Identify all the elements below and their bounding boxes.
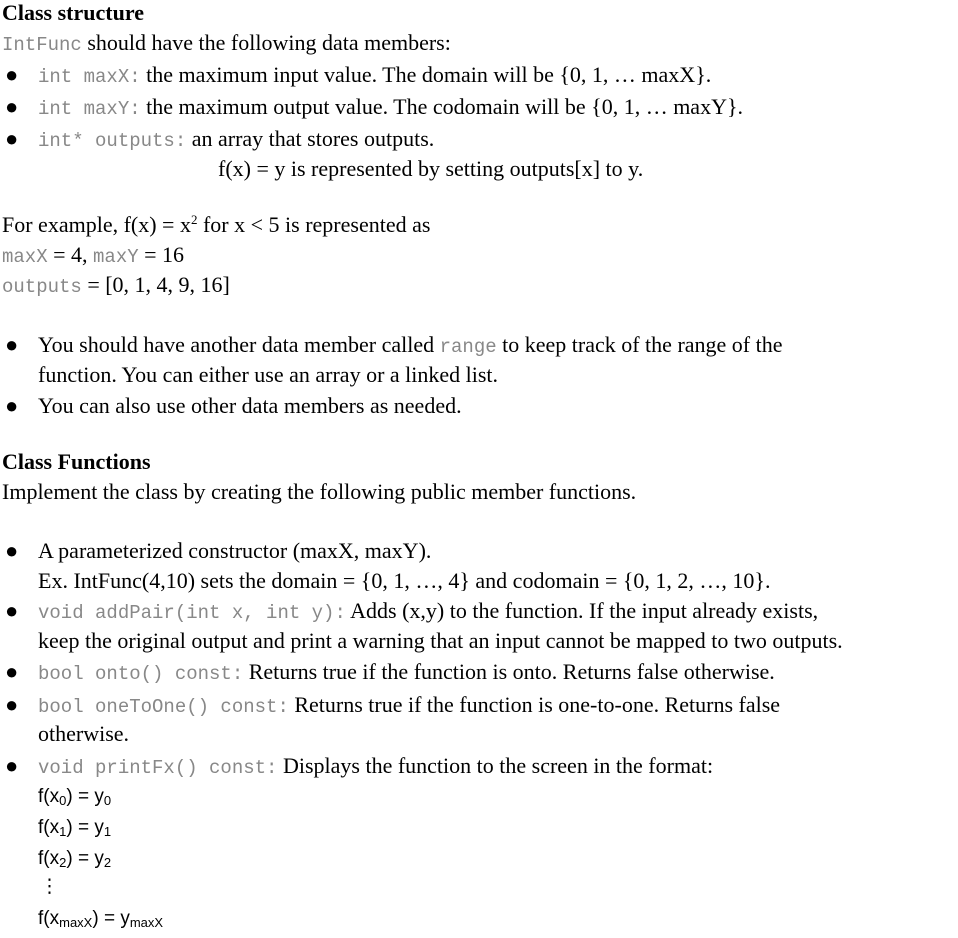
format-line-2 xyxy=(38,844,111,874)
bullet-icon: ● xyxy=(5,659,19,684)
format-sub: 2 xyxy=(103,855,112,870)
format-sub: maxX xyxy=(129,915,164,930)
onetoone-text: Returns true if the function is one-to-one. Returns false xyxy=(288,692,781,717)
outputs-note: f(x) = y is represented by setting outputs[x] to y. xyxy=(218,156,644,181)
format-sub: 0 xyxy=(59,793,67,808)
member-code: int maxY: xyxy=(38,98,141,120)
bullet-icon: ● xyxy=(5,538,19,563)
format-line-max xyxy=(38,904,163,934)
range-note-1-line2: function. You can either use an array or a linked list. xyxy=(38,362,499,387)
format-sub: 0 xyxy=(103,793,112,808)
format-line-0 xyxy=(38,782,111,812)
bullet-icon: ● xyxy=(5,393,19,418)
bullet-icon: ● xyxy=(5,753,19,778)
bullet-icon: ● xyxy=(5,692,19,717)
example-intro-a: For example, f(x) = x xyxy=(2,212,191,237)
format-dots: ⋮ xyxy=(40,876,59,897)
member-text: the maximum output value. The codomain will be {0, 1, … maxY}. xyxy=(140,94,744,119)
structure-intro xyxy=(2,28,451,60)
addpair-text: Adds (x,y) to the function. If the input already exists, xyxy=(345,598,819,623)
format-text: ) = y xyxy=(66,786,104,807)
onetoone-code: bool oneToOne() const: xyxy=(38,696,289,718)
format-text: f(x xyxy=(38,786,60,807)
onetoone-line2: otherwise. xyxy=(38,721,130,746)
member-maxx xyxy=(38,60,711,92)
addpair-code: void addPair(int x, int y): xyxy=(38,602,346,624)
bullet-icon: ● xyxy=(5,126,19,151)
addpair-line2: keep the original output and print a warning that an input cannot be mapped to two outputs. xyxy=(38,628,843,653)
maxx-text: = 4, xyxy=(47,242,94,267)
member-code: int maxX: xyxy=(38,66,141,88)
bullet-icon: ● xyxy=(5,598,19,623)
onto-text: Returns true if the function is onto. Returns false otherwise. xyxy=(243,659,775,684)
maxy-text: = 16 xyxy=(138,242,185,267)
printfx-code: void printFx() const: xyxy=(38,757,278,779)
outputs-code: outputs xyxy=(2,276,82,298)
example-max-values xyxy=(2,240,184,272)
member-text: the maximum input value. The domain will be {0, 1, … maxX}. xyxy=(140,62,712,87)
bullet-icon: ● xyxy=(5,332,19,357)
format-text: ) = y xyxy=(66,848,104,869)
ctor-line1: A parameterized constructor (maxX, maxY). xyxy=(38,538,432,563)
format-sub: 2 xyxy=(59,855,67,870)
functions-heading: Class Functions xyxy=(2,449,151,474)
member-maxy xyxy=(38,92,743,124)
structure-intro-text: should have the following data members: xyxy=(81,30,451,55)
member-text: an array that stores outputs. xyxy=(186,126,435,151)
format-sub: 1 xyxy=(59,824,67,839)
onto-code: bool onto() const: xyxy=(38,663,244,685)
maxy-code: maxY xyxy=(93,246,139,268)
example-intro-b: for x < 5 is represented as xyxy=(197,212,431,237)
outputs-text: = [0, 1, 4, 9, 16] xyxy=(81,272,230,297)
ctor-line2: Ex. IntFunc(4,10) sets the domain = {0, 1, …, 4} and codomain = {0, 1, 2, …, 10}. xyxy=(38,568,771,593)
range-note-2: You can also use other data members as needed. xyxy=(38,393,462,418)
onetoone-line1 xyxy=(38,690,780,722)
example-outputs xyxy=(2,270,230,302)
printfx-text: Displays the function to the screen in the format: xyxy=(277,753,714,778)
member-code: int* outputs: xyxy=(38,130,187,152)
onto-line xyxy=(38,657,775,689)
format-text: f(x xyxy=(38,848,60,869)
format-text: ) = y xyxy=(66,817,104,838)
example-intro-sup: 2 xyxy=(190,212,198,227)
printfx-line xyxy=(38,751,713,783)
format-text: ) = y xyxy=(92,908,130,929)
format-text: f(x xyxy=(38,817,60,838)
format-text: f(x xyxy=(38,908,60,929)
range-note-1 xyxy=(38,330,783,362)
maxx-code: maxX xyxy=(2,246,48,268)
functions-intro: Implement the class by creating the following public member functions. xyxy=(2,479,637,504)
bullet-icon: ● xyxy=(5,94,19,119)
member-outputs xyxy=(38,124,434,156)
structure-heading: Class structure xyxy=(2,0,144,25)
intfunc-code: IntFunc xyxy=(2,34,82,56)
example-intro xyxy=(2,210,430,240)
range-code: range xyxy=(439,336,497,358)
format-line-1 xyxy=(38,813,111,843)
range-note-pre: You should have another data member called xyxy=(38,332,440,357)
format-sub: maxX xyxy=(59,915,93,930)
range-note-post: to keep track of the range of the xyxy=(496,332,783,357)
bullet-icon: ● xyxy=(5,62,19,87)
format-sub: 1 xyxy=(103,824,112,839)
addpair-line1 xyxy=(38,596,818,628)
